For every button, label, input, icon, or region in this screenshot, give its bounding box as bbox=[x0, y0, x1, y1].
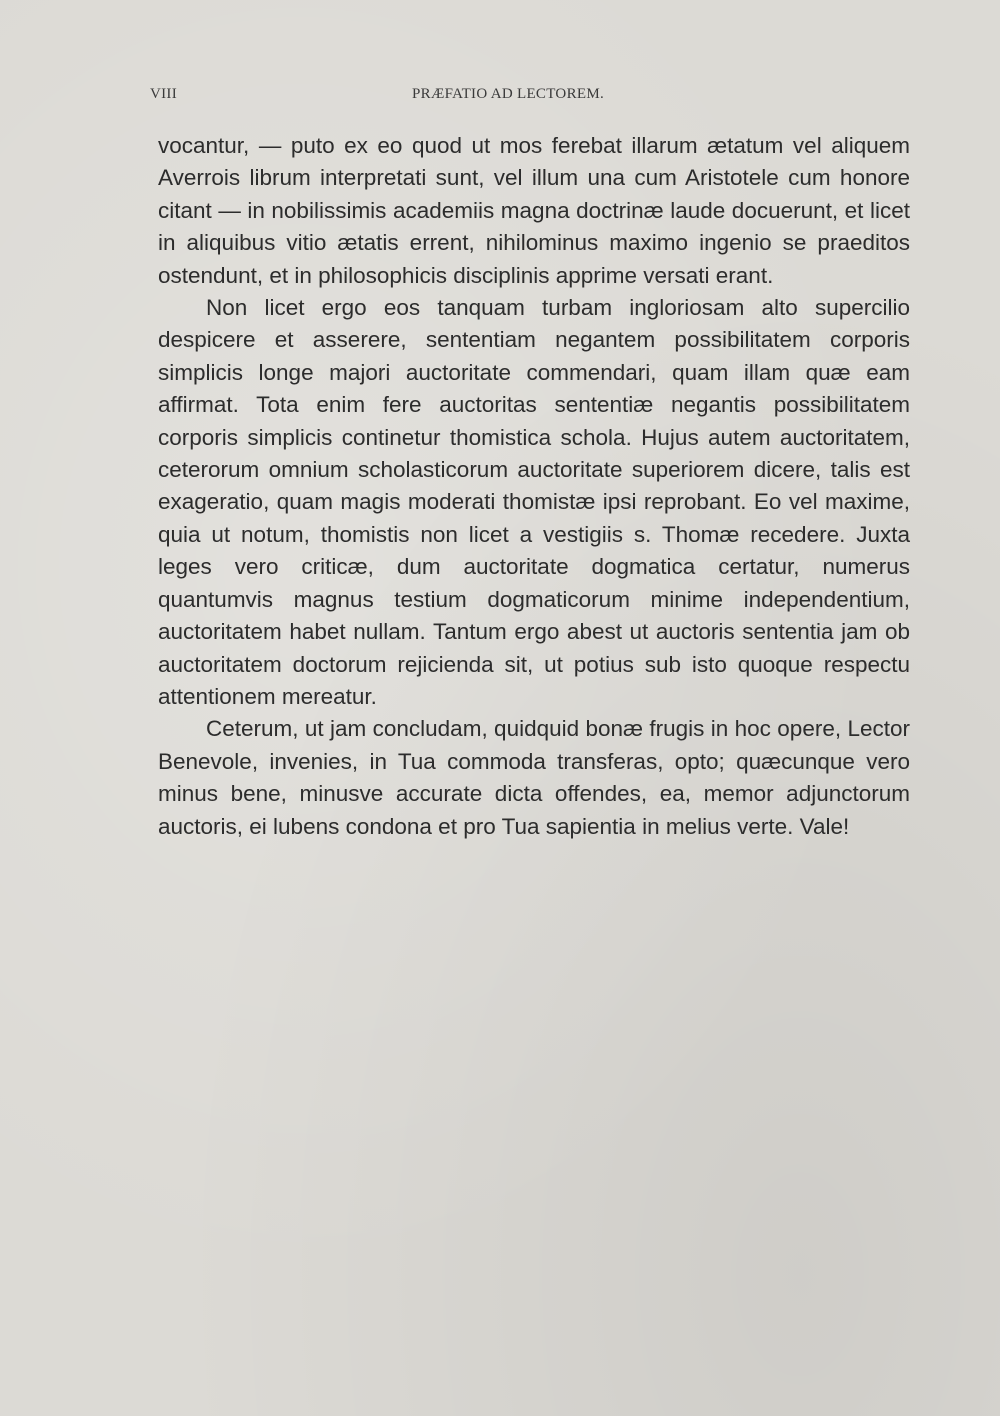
page-number: VIII bbox=[150, 86, 178, 102]
body-text bbox=[158, 130, 910, 843]
running-header bbox=[150, 86, 910, 106]
paragraph-continuation: vocantur, — puto ex eo quod ut mos ferebat illarum ætatum vel aliquem Averrois librum interpretati sunt, vel illum una cum Aristotele cum honore citant — in nobilissimis academiis magna doctrinæ laude docuerunt, et licet in aliquibus vitio ætatis errent, nihilominus maximo ingenio se praeditos ostendunt, et in philosophicis disciplinis apprime versati erant. bbox=[158, 133, 910, 288]
paragraph-conclusio: Ceterum, ut jam concludam, quidquid bonæ frugis in hoc opere, Lector Benevole, invenies, in Tua commoda transferas, opto; quæcunque vero minus bene, minusve accurate dicta offendes, ea, memor adjunctorum auctoris, ei lubens condona et pro Tua sapientia in melius verte. Vale! bbox=[158, 716, 910, 839]
paragraph-auctoritas: Non licet ergo eos tanquam turbam ingloriosam alto supercilio despicere et asserere, sententiam negantem possibilitatem corporis simplicis longe majori auctoritate commendari, quam illam quæ eam affirmat. Tota enim fere auctoritas sententiæ negantis possibilitatem corporis simplicis continetur thomistica schola. Hujus autem auctoritatem, ceterorum omnium scholasticorum auctoritate superiorem dicere, talis est exageratio, quam magis moderati thomistæ ipsi reprobant. Eo vel maxime, quia ut notum, thomistis non licet a vestigiis s. Thomæ recedere. Juxta leges vero criticæ, dum auctoritate dogmatica certatur, numerus quantumvis magnus testium dogmaticorum minime independentium, auctoritatem habet nullam. Tantum ergo abest ut auctoris sententia jam ob auctoritatem doctorum rejicienda sit, ut potius sub isto quoque respectu attentionem mereatur. bbox=[158, 295, 910, 709]
running-title: PRÆFATIO AD LECTOREM. bbox=[412, 86, 605, 102]
